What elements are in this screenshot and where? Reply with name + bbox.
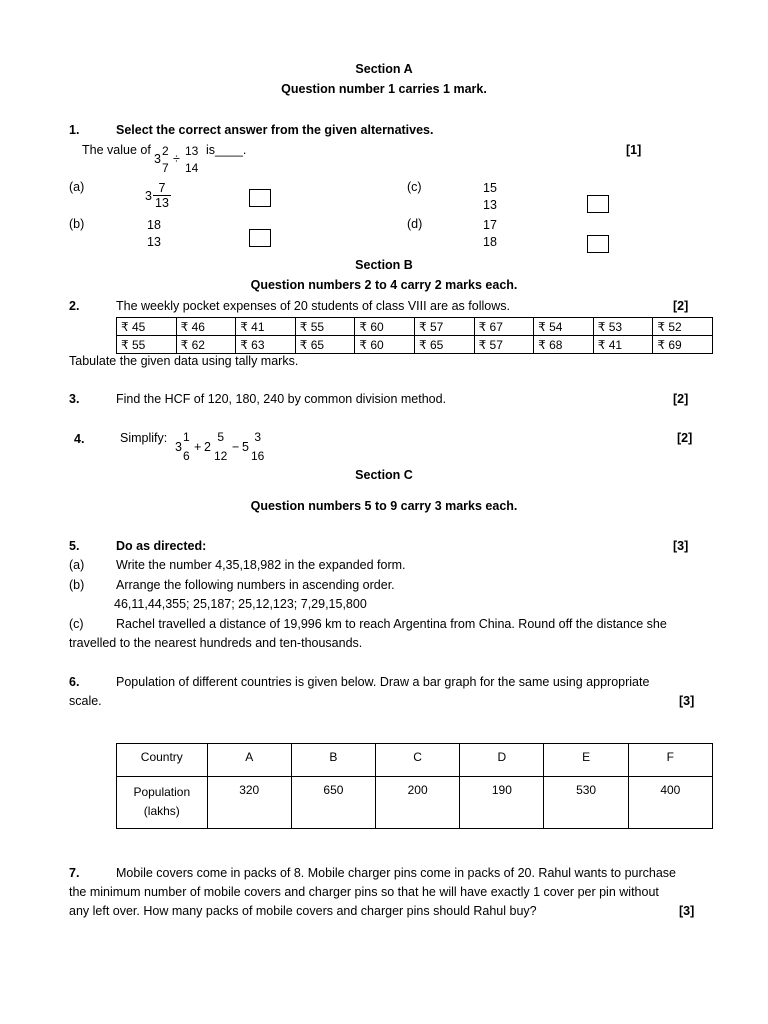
q1-stem-prefix: The value of bbox=[82, 143, 151, 157]
table-cell: ₹ 65 bbox=[295, 336, 355, 354]
q2-number: 2. bbox=[69, 299, 80, 313]
section-c-title: Section C bbox=[355, 468, 413, 482]
q5-b-text: Arrange the following numbers in ascending order. bbox=[116, 578, 395, 592]
q2-expenses-table bbox=[116, 317, 713, 354]
q1-option-b-checkbox[interactable] bbox=[249, 229, 271, 247]
q6-number: 6. bbox=[69, 675, 80, 689]
q1-number: 1. bbox=[69, 123, 80, 137]
q5-a-label: (a) bbox=[69, 558, 85, 572]
table-cell: ₹ 53 bbox=[593, 318, 653, 336]
q1-stem-op: ÷ bbox=[173, 152, 180, 166]
table-cell: ₹ 45 bbox=[117, 318, 177, 336]
table-cell: ₹ 55 bbox=[295, 318, 355, 336]
q5-c-text-line1: Rachel travelled a distance of 19,996 km to reach Argentina from China. Round off the distance she bbox=[116, 617, 667, 631]
q4-frac-2-den: 12 bbox=[214, 449, 228, 463]
q4-frac-2 bbox=[214, 431, 227, 462]
q5-number: 5. bbox=[69, 539, 80, 553]
row-label-line2: (lakhs) bbox=[143, 804, 180, 818]
table-row bbox=[117, 318, 713, 336]
q1-stem-frac2-num: 13 bbox=[185, 144, 199, 158]
section-a-subtitle: Question number 1 carries 1 mark. bbox=[281, 82, 487, 96]
q4-whole-1: 3 bbox=[175, 440, 182, 454]
q1-option-c-label: (c) bbox=[407, 180, 422, 194]
q6-text-line2: scale. bbox=[69, 694, 102, 708]
q1-option-a-checkbox[interactable] bbox=[249, 189, 271, 207]
q4-frac-1-num: 1 bbox=[183, 430, 190, 444]
table-cell: ₹ 46 bbox=[176, 318, 236, 336]
table-cell: ₹ 60 bbox=[355, 336, 415, 354]
section-b-subtitle: Question numbers 2 to 4 carry 2 marks each. bbox=[250, 278, 518, 292]
table-row bbox=[117, 336, 713, 354]
q7-line1: Mobile covers come in packs of 8. Mobile charger pins come in packs of 20. Rahul wants to purchase bbox=[116, 866, 676, 880]
q1-option-d-fraction bbox=[481, 218, 499, 249]
q5-c-label: (c) bbox=[69, 617, 84, 631]
table-row bbox=[117, 744, 713, 777]
table-cell: ₹ 57 bbox=[414, 318, 474, 336]
q1-stem-frac2-den: 14 bbox=[185, 161, 199, 175]
q1-option-b-num: 18 bbox=[147, 218, 161, 232]
table-cell: ₹ 60 bbox=[355, 318, 415, 336]
q4-label: Simplify: bbox=[120, 431, 168, 445]
q7-line2: the minimum number of mobile covers and charger pins so that he will have exactly 1 cover per pin without bbox=[69, 885, 659, 899]
q6-text-line1: Population of different countries is given below. Draw a bar graph for the same using appropriate bbox=[116, 675, 650, 689]
table-header-cell: A bbox=[207, 744, 291, 777]
q7-number: 7. bbox=[69, 866, 80, 880]
q7-line3: any left over. How many packs of mobile covers and charger pins should Rahul buy? bbox=[69, 904, 537, 918]
table-header-cell: C bbox=[376, 744, 460, 777]
table-cell: 400 bbox=[628, 777, 712, 829]
q7-marks: [3] bbox=[679, 904, 695, 918]
q5-a-text: Write the number 4,35,18,982 in the expanded form. bbox=[116, 558, 406, 572]
q1-stem-frac1 bbox=[162, 145, 169, 174]
table-cell: ₹ 55 bbox=[117, 336, 177, 354]
table-cell: ₹ 57 bbox=[474, 336, 534, 354]
q4-whole-3: 5 bbox=[242, 440, 249, 454]
q1-option-b-label: (b) bbox=[69, 217, 85, 231]
q1-option-a-label: (a) bbox=[69, 180, 85, 194]
q1-option-d-num: 17 bbox=[483, 218, 497, 232]
q5-marks: [3] bbox=[673, 539, 689, 553]
q6-population-table bbox=[116, 743, 713, 829]
table-cell: ₹ 54 bbox=[534, 318, 594, 336]
q2-marks: [2] bbox=[673, 299, 689, 313]
q4-number: 4. bbox=[74, 432, 85, 446]
table-cell: ₹ 41 bbox=[593, 336, 653, 354]
q3-marks: [2] bbox=[673, 392, 689, 406]
table-cell: ₹ 52 bbox=[653, 318, 713, 336]
table-header-cell: E bbox=[544, 744, 628, 777]
q5-heading: Do as directed: bbox=[116, 539, 207, 553]
section-a-title: Section A bbox=[355, 62, 413, 76]
table-header-country: Country bbox=[117, 744, 208, 777]
q4-marks: [2] bbox=[677, 431, 693, 445]
q1-stem-frac1-den: 7 bbox=[162, 161, 169, 175]
q3-number: 3. bbox=[69, 392, 80, 406]
table-cell: ₹ 41 bbox=[236, 318, 296, 336]
table-cell: ₹ 68 bbox=[534, 336, 594, 354]
q5-b-numbers: 46,11,44,355; 25,187; 25,12,123; 7,29,15,800 bbox=[114, 597, 367, 611]
q2-footer: Tabulate the given data using tally marks. bbox=[69, 354, 299, 368]
q4-op-2: − bbox=[232, 440, 240, 454]
q2-text: The weekly pocket expenses of 20 students of class VIII are as follows. bbox=[116, 299, 510, 313]
q1-option-d-checkbox[interactable] bbox=[587, 235, 609, 253]
q1-stem-frac1-num: 2 bbox=[162, 144, 169, 158]
table-cell: ₹ 67 bbox=[474, 318, 534, 336]
q4-frac-3 bbox=[251, 431, 264, 462]
q1-option-d-den: 18 bbox=[483, 235, 497, 249]
q1-option-c-num: 15 bbox=[483, 181, 497, 195]
q1-marks: [1] bbox=[626, 143, 642, 157]
table-header-cell: D bbox=[460, 744, 544, 777]
table-cell: 320 bbox=[207, 777, 291, 829]
q4-whole-2: 2 bbox=[204, 440, 211, 454]
q3-text: Find the HCF of 120, 180, 240 by common division method. bbox=[116, 392, 447, 406]
q4-frac-2-num: 5 bbox=[217, 430, 225, 444]
table-header-cell: B bbox=[291, 744, 375, 777]
q4-frac-1-den: 6 bbox=[183, 449, 190, 463]
table-cell: 190 bbox=[460, 777, 544, 829]
q4-op-1: + bbox=[194, 440, 202, 454]
q4-frac-3-num: 3 bbox=[254, 430, 262, 444]
q5-c-text-line2: travelled to the nearest hundreds and ten-thousands. bbox=[69, 636, 363, 650]
q1-instruction: Select the correct answer from the given alternatives. bbox=[116, 123, 434, 137]
q4-frac-1 bbox=[183, 431, 190, 462]
table-header-cell: F bbox=[628, 744, 712, 777]
row-label-line1: Population bbox=[133, 785, 191, 799]
table-row bbox=[117, 777, 713, 829]
q1-option-b-den: 13 bbox=[147, 235, 161, 249]
q1-stem-frac2 bbox=[185, 145, 198, 174]
table-cell: 530 bbox=[544, 777, 628, 829]
q5-b-label: (b) bbox=[69, 578, 85, 592]
table-cell: ₹ 63 bbox=[236, 336, 296, 354]
q1-option-a-den: 13 bbox=[155, 196, 169, 210]
q1-option-c-fraction bbox=[481, 181, 499, 212]
section-c-subtitle: Question numbers 5 to 9 carry 3 marks each. bbox=[250, 499, 518, 513]
table-cell: 650 bbox=[291, 777, 375, 829]
table-cell: 200 bbox=[376, 777, 460, 829]
q1-option-c-den: 13 bbox=[483, 198, 497, 212]
q4-frac-3-den: 16 bbox=[251, 449, 265, 463]
section-b-title: Section B bbox=[355, 258, 413, 272]
q1-option-b-fraction bbox=[145, 218, 163, 249]
q6-marks: [3] bbox=[679, 694, 695, 708]
table-cell: ₹ 62 bbox=[176, 336, 236, 354]
q1-option-c-checkbox[interactable] bbox=[587, 195, 609, 213]
q1-stem-suffix: is____. bbox=[206, 143, 247, 157]
table-cell: ₹ 69 bbox=[653, 336, 713, 354]
q1-option-a-num: 7 bbox=[153, 181, 171, 196]
q1-option-a-fraction bbox=[153, 181, 171, 210]
q1-option-d-label: (d) bbox=[407, 217, 423, 231]
table-row-label bbox=[117, 777, 208, 829]
q1-stem-whole: 3 bbox=[154, 152, 161, 166]
table-cell: ₹ 65 bbox=[414, 336, 474, 354]
q1-option-a-whole: 3 bbox=[145, 189, 152, 203]
